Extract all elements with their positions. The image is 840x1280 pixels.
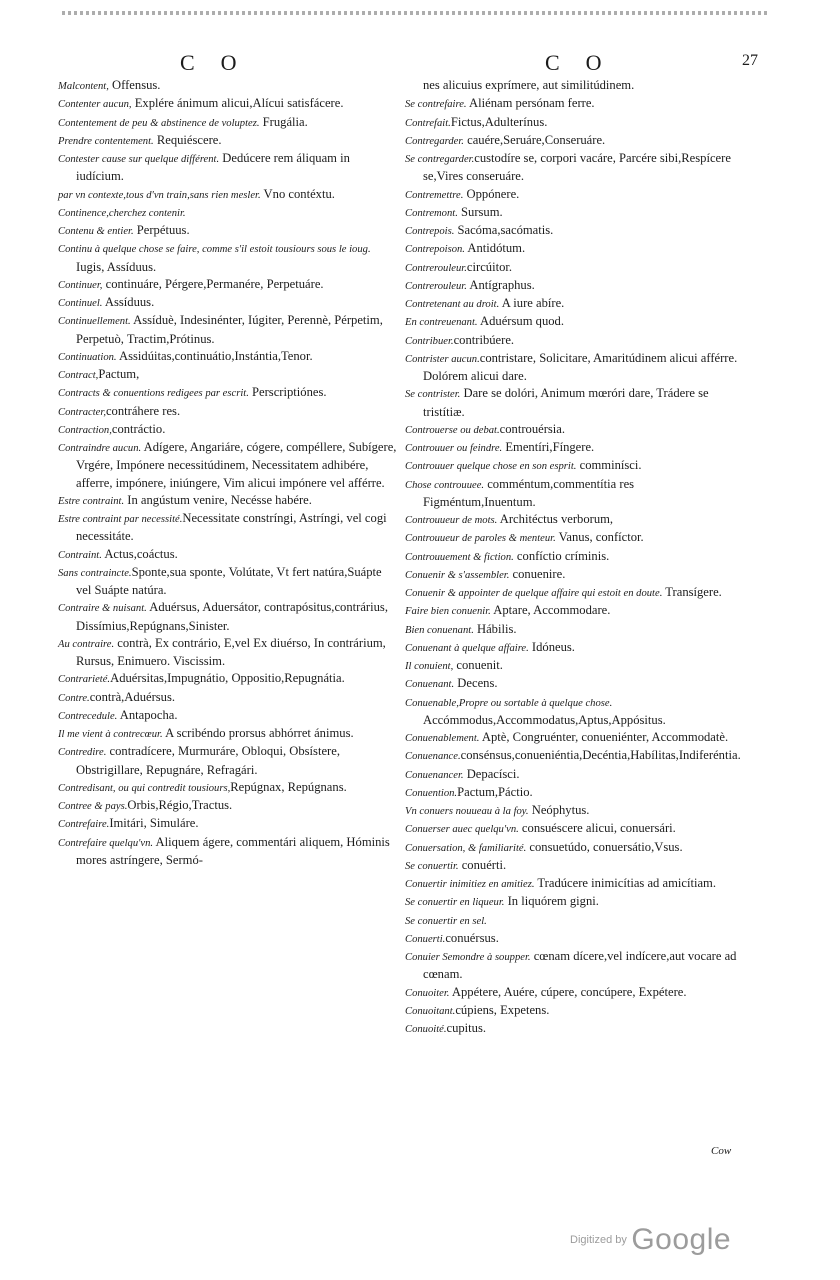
dictionary-entry xyxy=(58,815,400,833)
dictionary-entry xyxy=(405,875,747,893)
entry-headword: Conuenant. xyxy=(405,679,455,691)
dictionary-entry xyxy=(405,529,747,547)
entry-headword: Contrarieté. xyxy=(58,674,111,686)
entry-translation: Decens. xyxy=(454,676,498,691)
entry-headword: Contredire. xyxy=(58,747,107,759)
entry-translation: Actus,coáctus. xyxy=(101,546,178,561)
entry-translation: Assíduè, Indesinénter, Iúgiter, Perennè, Pérpetim, Perpetuò, Tractim,Prótinus. xyxy=(76,313,383,346)
entry-translation: Pactum,Páctio. xyxy=(457,784,533,799)
entry-headword: Conuenir & s'assembler. xyxy=(405,569,510,581)
entry-headword: Contremettre. xyxy=(405,189,464,201)
entry-translation: comméntum,commentítia res Figméntum,Inuentum. xyxy=(423,476,635,509)
entry-headword: Conuenable,Propre ou sortable à quelque chose. xyxy=(405,697,613,709)
entry-translation: Fictus,Adulterínus. xyxy=(450,114,548,129)
entry-translation: Sponte,sua sponte, Volútate, Vt fert natúra,Suápte vel Suápte natúra. xyxy=(76,564,382,597)
entry-headword: Controuuer quelque chose en son esprit. xyxy=(405,461,577,473)
entry-translation: Transígere. xyxy=(662,585,722,599)
entry-translation: Perpétuus. xyxy=(133,223,190,237)
entry-translation: Explére ánimum alicui,Alícui satisfácere. xyxy=(131,96,344,111)
entry-translation: contráhere res. xyxy=(105,403,181,418)
dictionary-entry xyxy=(58,689,400,707)
entry-headword: Controuuer ou feindre. xyxy=(405,443,503,454)
entry-headword: Conuier Semondre à soupper. xyxy=(405,952,531,963)
entry-translation: Aliénam persónam ferre. xyxy=(466,96,595,111)
dictionary-entry xyxy=(58,707,400,725)
dictionary-entry xyxy=(58,834,400,870)
entry-translation: Aptare, Accommodare. xyxy=(490,603,611,618)
dictionary-entry xyxy=(405,259,747,277)
dictionary-entry xyxy=(405,839,747,857)
entry-headword: Chose controuuee. xyxy=(405,479,485,491)
entry-headword: Contrefaire quelqu'vn. xyxy=(58,837,154,849)
entry-translation: circúitor. xyxy=(466,259,513,274)
entry-headword: Il conuient, xyxy=(405,661,454,672)
dictionary-entry xyxy=(58,95,400,113)
entry-translation: Pactum, xyxy=(98,367,140,381)
dictionary-entry xyxy=(405,930,747,948)
entry-translation: cupitus. xyxy=(446,1021,487,1035)
entry-headword: Conuenant à quelque affaire. xyxy=(405,642,529,654)
entry-headword: Controuueur de paroles & menteur. xyxy=(405,533,556,545)
entry-translation: In liquórem gigni. xyxy=(504,894,599,909)
dictionary-entry xyxy=(58,421,400,439)
dictionary-entry xyxy=(58,312,400,348)
entry-headword: Se conuertir. xyxy=(405,860,459,872)
dictionary-entry xyxy=(58,294,400,312)
entry-headword: Continuation. xyxy=(58,351,117,363)
entry-headword: Continuel. xyxy=(58,298,103,309)
entry-translation: Accómmodus,Accommodatus,Aptus,Appósitus. xyxy=(423,712,666,727)
dictionary-entry xyxy=(58,240,400,276)
entry-headword: Contraint. xyxy=(58,549,102,561)
entry-headword: Controuuement & fiction. xyxy=(405,551,514,563)
dictionary-entry xyxy=(58,384,400,402)
entry-headword: Contrister aucun. xyxy=(405,353,480,365)
dictionary-entry xyxy=(58,779,400,797)
dictionary-entry xyxy=(405,675,747,693)
entry-headword: Vn conuers nouueau à la foy. xyxy=(405,806,529,817)
entry-headword: Malcontent, xyxy=(58,81,109,92)
entry-translation: Repúgnax, Repúgnans. xyxy=(230,779,347,794)
entry-headword: Continuer, xyxy=(58,279,103,291)
entry-translation: Iugis, Assíduus. xyxy=(76,259,157,274)
dictionary-entry xyxy=(405,639,747,657)
entry-headword: Contree & pays. xyxy=(58,801,128,812)
entry-headword: Continence,cherchez contenir. xyxy=(58,207,186,219)
entry-headword: Au contraire. xyxy=(58,638,115,650)
entry-headword: Continu à quelque chose se faire, comme s'il estoit tousiours sous le ioug. xyxy=(58,244,371,256)
dictionary-entry xyxy=(405,350,747,386)
entry-headword: par vn contexte,tous d'vn train,sans rien mesler. xyxy=(58,189,261,201)
entry-headword: Continuellement. xyxy=(58,316,131,328)
dictionary-entry xyxy=(405,893,747,911)
dictionary-entry xyxy=(405,948,747,984)
dictionary-entry xyxy=(405,912,747,930)
dictionary-entry xyxy=(405,132,747,150)
entry-translation: Antígraphus. xyxy=(466,277,535,292)
dictionary-entry xyxy=(58,403,400,421)
entry-headword: Conuenablement. xyxy=(405,733,480,744)
dictionary-entry xyxy=(58,564,400,600)
top-edge-strip xyxy=(62,11,767,15)
entry-translation: contrà, Ex contrário, E,vel Ex diuérso, In contrárium, Rursus, Enimuero. Viscissim. xyxy=(76,635,386,668)
entry-headword: Contracter, xyxy=(58,406,106,418)
entry-translation: Adígere, Angariáre, cógere, compéllere, Subígere, Vrgére, Impónere necessitúdinem, Necessitatem adhibére, afferre, impónere, iniúngere, Vim alicui impónere vel afférre. xyxy=(76,440,397,490)
entry-translation: Aptè, Congruénter, conueniénter, Accommodatè. xyxy=(479,730,729,744)
entry-translation: A scribéndo prorsus abhórret ánimus. xyxy=(162,726,354,740)
entry-headword: Contenter aucun, xyxy=(58,99,132,111)
entry-headword: Conuenancer. xyxy=(405,769,464,781)
entry-headword: Contremont. xyxy=(405,207,458,219)
entry-headword: Contrecedule. xyxy=(58,710,118,722)
entry-translation: Aduérsitas,Impugnátio, Oppositio,Repugnátia. xyxy=(110,671,345,686)
dictionary-entry xyxy=(405,766,747,784)
entry-translation: contráctio. xyxy=(111,421,166,436)
entry-translation: Dare se dolóri, Animum mœróri dare, Trádere se tristítiæ. xyxy=(423,386,709,419)
entry-headword: Contregarder. xyxy=(405,135,464,147)
entry-translation: confíctio críminis. xyxy=(513,548,610,563)
dictionary-entry xyxy=(405,857,747,875)
dictionary-entry xyxy=(58,186,400,204)
entry-translation: Offensus. xyxy=(108,78,161,92)
dictionary-entry xyxy=(405,313,747,331)
entry-translation: Orbis,Régio,Tractus. xyxy=(127,798,233,812)
dictionary-entry xyxy=(58,439,400,492)
dictionary-entry xyxy=(58,670,400,688)
entry-headword: Contract, xyxy=(58,370,99,381)
entry-headword: Prendre contentement. xyxy=(58,135,154,147)
dictionary-entry xyxy=(405,150,747,186)
entry-translation: Imitári, Simuláre. xyxy=(109,816,199,831)
entry-translation: Necessitate constríngi, Astríngi, vel cogi necessitáte. xyxy=(76,511,387,544)
entry-translation: contradícere, Murmuráre, Obloqui, Obsístere, Obstrigillare, Repugnáre, Refragári. xyxy=(76,744,340,777)
entry-translation: controuérsia. xyxy=(499,421,566,436)
entry-headword: Conuention. xyxy=(405,787,458,799)
entry-headword: Contrerouleur. xyxy=(405,262,467,274)
entry-headword: Conuenir & appointer de quelque affaire qui estoit en doute. xyxy=(405,588,663,599)
entry-translation: consuéscere alicui, conuersári. xyxy=(518,821,676,836)
entry-headword: Contredisant, ou qui contredit tousiours, xyxy=(58,782,231,794)
entry-translation: Tradúcere inimicítias ad amicítiam. xyxy=(534,876,716,890)
dictionary-entry xyxy=(58,599,400,635)
entry-translation: custodíre se, corpori vacáre, Parcére sibi,Respícere se,Vires conseruáre. xyxy=(423,151,731,184)
right-column xyxy=(405,77,747,1038)
dictionary-entry xyxy=(405,584,747,602)
entry-headword: Conuersation, & familiarité. xyxy=(405,842,527,854)
entry-translation: continuáre, Pérgere,Permanére, Perpetuáre. xyxy=(102,276,324,291)
entry-translation: Aduérsum quod. xyxy=(477,314,564,329)
dictionary-entry xyxy=(405,802,747,820)
dictionary-entry xyxy=(405,476,747,512)
entry-translation: cœnam dícere,vel indícere,aut vocare ad cœnam. xyxy=(423,949,737,982)
running-head-right: CO xyxy=(545,50,628,75)
dictionary-entry xyxy=(405,1002,747,1020)
entry-headword: Contrepois. xyxy=(405,226,455,237)
google-logo: Google xyxy=(631,1223,732,1256)
entry-translation: cúpiens, Expetens. xyxy=(455,1002,550,1017)
entry-headword: En contreuenant. xyxy=(405,317,478,329)
entry-headword: Estre contraint par necessité. xyxy=(58,514,183,525)
left-column xyxy=(58,77,400,869)
dictionary-entry xyxy=(405,222,747,240)
entry-headword: Contretenant au droit. xyxy=(405,299,500,310)
dictionary-entry xyxy=(405,421,747,439)
entry-translation: Vno contéxtu. xyxy=(260,186,335,201)
entry-headword: Se contrister. xyxy=(405,389,461,401)
entry-translation: Assíduus. xyxy=(102,295,155,309)
dictionary-entry xyxy=(405,548,747,566)
entry-headword: Faire bien conuenir. xyxy=(405,606,491,618)
dictionary-entry xyxy=(58,725,400,743)
dictionary-entry xyxy=(58,492,400,510)
dictionary-entry xyxy=(405,694,747,730)
entry-headword: Contribuer. xyxy=(405,335,454,347)
entry-translation: conuenit. xyxy=(453,658,503,672)
entry-headword: Contraindre aucun. xyxy=(58,443,142,454)
entry-headword: Contrefait. xyxy=(405,117,451,129)
entry-headword: Conuerti. xyxy=(405,933,446,945)
dictionary-entry xyxy=(58,222,400,240)
entry-translation: Assidúitas,continuátio,Instántia,Tenor. xyxy=(116,348,313,363)
dictionary-entry xyxy=(405,240,747,258)
dictionary-entry xyxy=(405,784,747,802)
dictionary-entry xyxy=(58,276,400,294)
entry-headword: Conuerser auec quelqu'vn. xyxy=(405,824,519,836)
entry-headword: Contester cause sur quelque différent. xyxy=(58,154,220,165)
entry-translation: In angústum venire, Necésse habére. xyxy=(124,492,312,507)
entry-translation: consénsus,conueniéntia,Decéntia,Habílitas,Indiferéntia. xyxy=(460,748,741,763)
dictionary-entry xyxy=(405,77,747,95)
entry-headword: Contre. xyxy=(58,692,90,704)
catchword: Cow xyxy=(711,1145,732,1157)
entry-translation: comminísci. xyxy=(576,458,642,473)
dictionary-entry xyxy=(405,186,747,204)
entry-headword: Se contrefaire. xyxy=(405,99,467,111)
entry-headword: Controuueur de mots. xyxy=(405,515,498,526)
dictionary-entry xyxy=(405,295,747,313)
dictionary-entry xyxy=(405,984,747,1002)
dictionary-entry xyxy=(58,204,400,222)
dictionary-entry xyxy=(58,797,400,815)
dictionary-entry xyxy=(58,150,400,186)
entry-translation: nes alicuius exprímere, aut similitúdinem. xyxy=(423,78,635,92)
page-number: 27 xyxy=(742,52,758,69)
dictionary-entry xyxy=(58,546,400,564)
entry-translation: Idóneus. xyxy=(528,639,575,654)
entry-translation: Ementíri,Fíngere. xyxy=(502,440,595,454)
entry-translation: contribúere. xyxy=(453,332,515,347)
dictionary-entry xyxy=(405,439,747,457)
dictionary-entry xyxy=(405,820,747,838)
entry-translation: Vanus, confíctor. xyxy=(555,530,644,545)
dictionary-entry xyxy=(405,204,747,222)
entry-translation: Perscriptiónes. xyxy=(248,385,327,400)
entry-headword: Il me vient à contrecœur. xyxy=(58,729,163,740)
dictionary-entry xyxy=(405,602,747,620)
entry-translation: Hábilis. xyxy=(473,621,517,636)
dictionary-entry xyxy=(405,385,747,421)
entry-translation: Antidótum. xyxy=(464,241,526,256)
entry-translation: A iure abíre. xyxy=(499,296,565,310)
dictionary-entry xyxy=(58,348,400,366)
entry-headword: Contentement de peu & abstinence de voluptez. xyxy=(58,117,260,129)
dictionary-entry xyxy=(58,366,400,384)
dictionary-entry xyxy=(405,332,747,350)
dictionary-entry xyxy=(58,132,400,150)
dictionary-entry xyxy=(405,95,747,113)
entry-translation: Sursum. xyxy=(457,204,503,219)
entry-translation: Sacóma,sacómatis. xyxy=(454,223,554,237)
entry-headword: Contenu & entier. xyxy=(58,226,134,237)
dictionary-entry xyxy=(58,114,400,132)
entry-translation: Antapocha. xyxy=(117,707,178,722)
entry-headword: Se conuertir en sel. xyxy=(405,915,487,927)
entry-headword: Contraction, xyxy=(58,424,112,436)
entry-translation: conuérsus. xyxy=(445,930,499,945)
entry-headword: Contrerouleur. xyxy=(405,280,467,292)
entry-translation: consuetúdo, conuersátio,Vsus. xyxy=(526,839,683,854)
entry-translation: Requiéscere. xyxy=(153,132,222,147)
entry-translation: contristare, Solicitare, Amaritúdinem alicui afférre. Dolórem alicui dare. xyxy=(423,350,738,383)
entry-translation: conuérti. xyxy=(458,857,507,872)
entry-headword: Conuertir inimitiez en amitiez. xyxy=(405,879,535,890)
entry-headword: Contrepoison. xyxy=(405,244,465,256)
entry-headword: Conuoiter. xyxy=(405,987,450,999)
dictionary-entry xyxy=(405,277,747,295)
running-head-left: CO xyxy=(180,50,263,75)
dictionary-entry xyxy=(58,635,400,671)
entry-translation: contrà,Aduérsus. xyxy=(89,689,176,704)
entry-translation: Appétere, Auére, cúpere, concúpere, Expétere. xyxy=(449,984,687,999)
entry-translation: conuenire. xyxy=(509,566,566,581)
dictionary-entry xyxy=(405,729,747,747)
entry-headword: Contrefaire. xyxy=(58,819,110,831)
dictionary-entry xyxy=(58,743,400,779)
entry-headword: Se conuertir en liqueur. xyxy=(405,897,505,909)
dictionary-entry xyxy=(405,621,747,639)
entry-translation: Depacísci. xyxy=(463,766,520,781)
entry-translation: Aliquem ágere, commentári aliquem, Hóminis mores astríngere, Sermó- xyxy=(76,834,390,867)
entry-headword: Contraire & nuisant. xyxy=(58,603,147,615)
entry-headword: Estre contraint. xyxy=(58,495,125,507)
entry-translation: Neóphytus. xyxy=(528,803,590,817)
dictionary-entry xyxy=(405,747,747,765)
entry-translation: cauére,Seruáre,Conseruáre. xyxy=(463,132,606,147)
dictionary-entry xyxy=(405,457,747,475)
dictionary-entry xyxy=(58,510,400,546)
entry-headword: Controuerse ou debat. xyxy=(405,424,500,436)
entry-translation: Aduérsus, Aduersátor, contrapósitus,contrárius, Dissímius,Repúgnans,Sinister. xyxy=(76,600,388,633)
entry-translation: Dedúcere rem áliquam in iudícium. xyxy=(76,151,350,184)
entry-headword: Conuenance. xyxy=(405,751,461,763)
entry-headword: Se contregarder. xyxy=(405,154,475,165)
entry-translation: Oppónere. xyxy=(463,186,520,201)
dictionary-entry xyxy=(405,1020,747,1038)
dictionary-entry xyxy=(405,511,747,529)
entry-headword: Bien conuenant. xyxy=(405,624,474,636)
entry-translation: Architéctus verborum, xyxy=(497,512,614,526)
entry-headword: Sans contraincte. xyxy=(58,567,132,579)
entry-headword: Conuoité. xyxy=(405,1024,447,1035)
watermark-small-text: Digitized by xyxy=(570,1234,627,1246)
dictionary-entry xyxy=(405,657,747,675)
dictionary-entry xyxy=(405,566,747,584)
dictionary-entry xyxy=(405,114,747,132)
entry-translation: Frugália. xyxy=(259,114,308,129)
entry-headword: Contracts & conuentions redigees par escrit. xyxy=(58,388,249,400)
dictionary-entry xyxy=(58,77,400,95)
entry-headword: Conuoitant. xyxy=(405,1005,456,1017)
digitized-watermark xyxy=(570,1223,731,1257)
